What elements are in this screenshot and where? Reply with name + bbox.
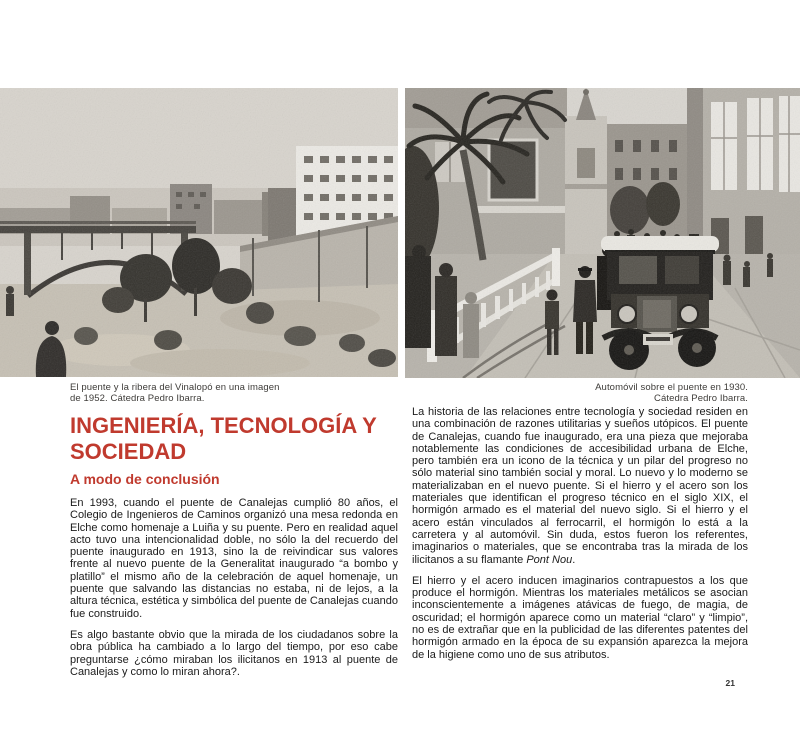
italic-phrase: Pont Nou <box>526 553 573 566</box>
paragraph-text: La historia de las relaciones entre tecnología y sociedad residen en una combinación de razones utilitarias y sueños utópicos. El puente de Canalejas, cuando fue inaugurado, era una pieza que mejoraba notablemente las condiciones de accesibilidad urbana de Elche, pero también era un icono de la técnica y un pilar del progreso no sólo material sino también social y moral. Lo nuevo y lo moderno se materializaban en el nuevo puente. Si el hierro y el acero son los materiales que identifican el progreso técnico en el siglo XIX, el hormigón armado es el material del nuevo siglo. Si el hierro y el acero están vinculados al ferrocarril, el hormigón lo está a la carretera y al automóvil. Sin duda, estos fueron los referentes, imaginarios o materiales, que se encontraba tras la mirada de los ilicitanos a su flamante <box>412 406 748 566</box>
right-column <box>412 406 748 661</box>
article-subtitle: A modo de conclusión <box>70 471 220 487</box>
left-column <box>70 408 398 678</box>
caption-line: de 1952. Cátedra Pedro Ibarra. <box>70 393 205 404</box>
photo-caption-right <box>408 382 748 404</box>
photo-caption-left <box>70 382 370 404</box>
paragraph-text: . <box>572 553 576 566</box>
body-paragraph <box>412 406 748 566</box>
photo-bridge-riverbank-1952 <box>0 88 398 377</box>
caption-line: Cátedra Pedro Ibarra. <box>654 393 748 404</box>
photo-automobile-bridge-1930 <box>405 88 800 378</box>
article-title: INGENIERÍA, TECNOLOGÍA Y SOCIEDAD <box>70 413 377 464</box>
page-number: 21 <box>725 678 735 688</box>
body-paragraph: El hierro y el acero inducen imaginarios contrapuestos a los que produce el hormigón. Mientras los materiales metálicos se asocian inconscientemente a imágenes atávicas de fuego, de magia, de oscuridad; el hormigón aparece como un material “claro” y “limpio”, no es de extrañar que en la publicidad de las diferentes patentes del hormigón armado en la época de su expansión aparezca la mejora de la higiene como uno de sus atributos. <box>412 574 748 661</box>
body-paragraph: En 1993, cuando el puente de Canalejas cumplió 80 años, el Colegio de Ingenieros de Caminos organizó una mesa redonda en Elche como homenaje a Luiña y su puente. Pero en realidad aquel acto tuvo una intencionalidad doble, no sólo la del recuerdo del puente inaugurado en 1913, sino la de reivindicar sus valores frente al nuevo puente de la Generalitat inaugurado “a bombo y platillo” el mismo año de la celebración de aquel homenaje, un puente que salvando las distancias no estaba, ni de lejos, a la altura técnica, estética y simbólica del puente de Canalejas cuando fue construido. <box>70 497 398 620</box>
caption-line: El puente y la ribera del Vinalopó en una imagen <box>70 382 280 393</box>
body-paragraph: Es algo bastante obvio que la mirada de los ciudadanos sobre la obra pública ha cambiado a lo largo del tiempo, por eso cabe preguntarse ¿cómo miraban los ilicitanos en 1913 al puente de Canalejas y como lo miran ahora?. <box>70 628 398 678</box>
caption-line: Automóvil sobre el puente en 1930. <box>595 382 748 393</box>
